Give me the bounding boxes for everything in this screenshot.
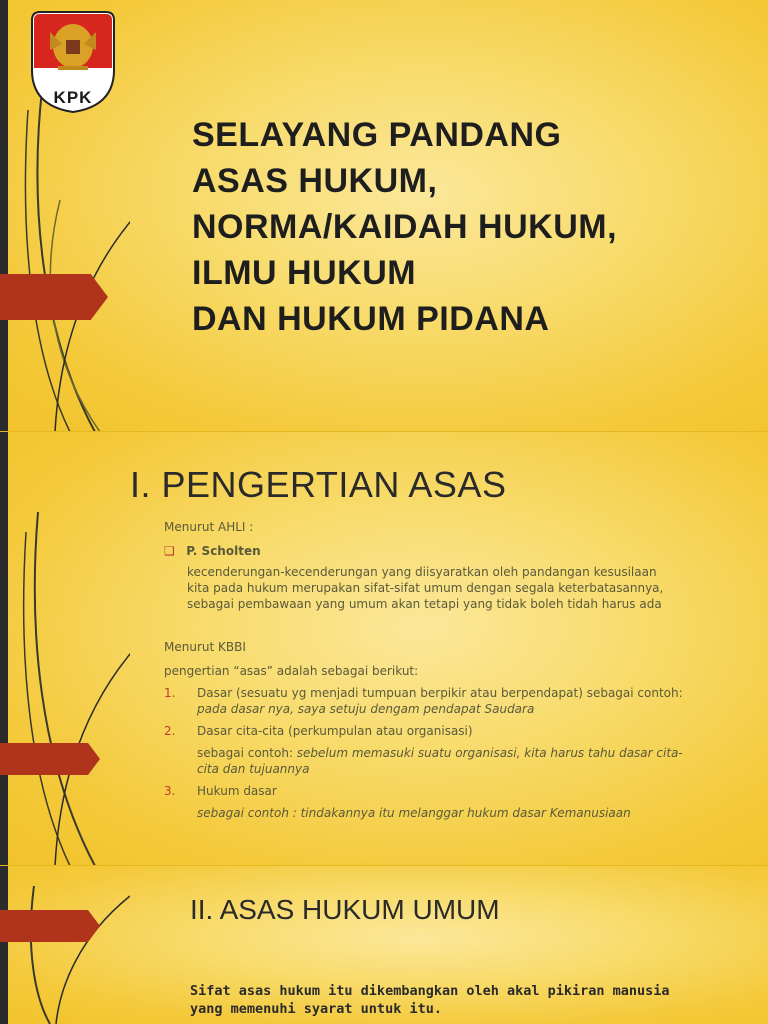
body-line: Sifat asas hukum itu dikembangkan oleh akal pikiran manusia [190,983,670,999]
list-number: 3. [164,784,176,798]
list-item-example: pada dasar nya, saya setuju dengam pendapat Saudara [197,702,535,716]
red-arrow-shape [0,910,100,942]
ahli-label: Menurut AHLI : [164,520,254,534]
title-line: SELAYANG PANDANG [192,116,562,154]
decorative-curves [0,432,130,866]
kpk-logo [28,10,118,114]
example-prefix: sebagai contoh: [197,746,297,760]
scholten-line: kecenderungan-kecenderungan yang diisyaratkan oleh pandangan kesusilaan [187,565,657,579]
list-number: 2. [164,724,176,738]
kbbi-label: Menurut KBBI [164,640,246,654]
bullet-name: P. Scholten [186,544,261,558]
slide-title [192,112,617,342]
list-item-example-cont: cita dan tujuannya [197,762,310,776]
asas-hukum-umum-slide [0,866,768,1024]
scholten-line: sebagai pembawaan yang umum akan tetapi yang tidak boleh tidah harus ada [187,597,662,611]
example-text: sebelum memasuki suatu organisasi, kita harus tahu dasar cita- [296,746,683,760]
list-item-example: sebagai contoh : tindakannya itu melanggar hukum dasar Kemanusiaan [197,806,631,820]
list-item-text: Dasar (sesuatu yg menjadi tumpuan berpikir atau berpendapat) sebagai contoh: [197,686,683,700]
title-line: ASAS HUKUM, [192,162,438,200]
red-arrow-shape [0,274,108,320]
bullet-item [164,544,261,558]
list-number: 1. [164,686,176,700]
section-heading: I. PENGERTIAN ASAS [130,464,507,505]
list-item-example [197,746,683,760]
logo-text: KPK [53,88,93,107]
list-item-text: Hukum dasar [197,784,277,798]
red-arrow-shape [0,743,100,775]
square-bullet-icon: ❑ [164,544,175,558]
body-line: yang memenuhi syarat untuk itu. [190,1001,442,1017]
pengertian-asas-slide [0,432,768,866]
list-item-text: Dasar cita-cita (perkumpulan atau organisasi) [197,724,473,738]
body-text [190,982,670,1018]
kbbi-intro: pengertian “asas” adalah sebagai berikut: [164,664,419,678]
title-line: ILMU HUKUM [192,254,417,292]
title-slide [0,0,768,432]
decorative-curves [0,866,130,1024]
scholten-line: kita pada hukum merupakan sifat-sifat umum dengan segala keterbatasannya, [187,581,664,595]
title-line: NORMA/KAIDAH HUKUM, [192,208,618,246]
title-line: DAN HUKUM PIDANA [192,300,550,338]
section-heading: II. ASAS HUKUM UMUM [190,894,500,925]
